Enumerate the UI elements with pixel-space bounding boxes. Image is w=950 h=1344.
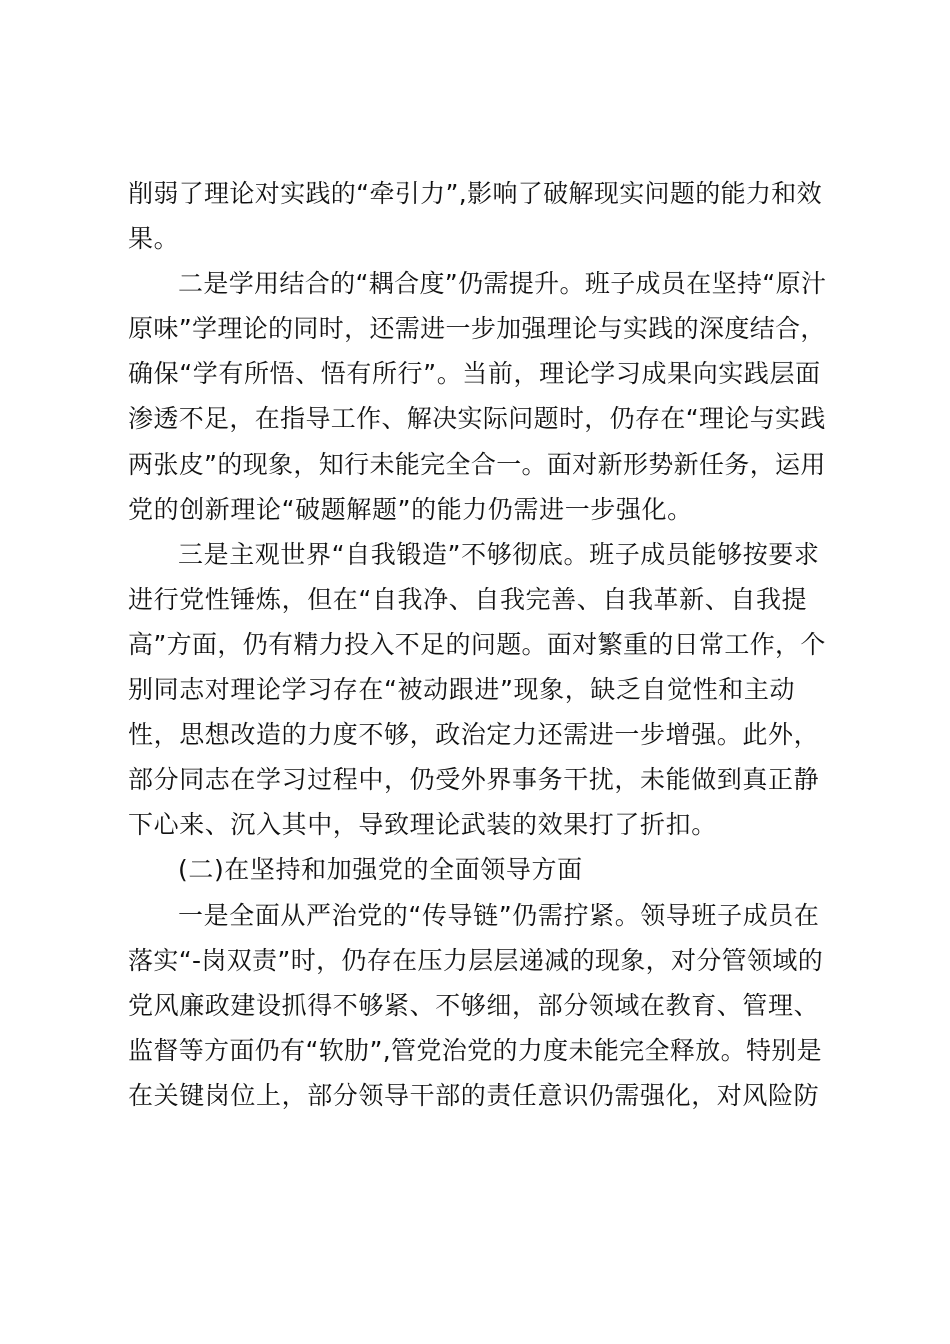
text-line: 渗透不足，在指导工作、解决实际问题时，仍存在“理论与实践 [128,404,826,434]
text-line: 两张皮”的现象，知行未能完全合一。面对新形势新任务，运用 [128,449,826,479]
text-line: 在关键岗位上，部分领导干部的责任意识仍需强化，对风险防 [128,1080,820,1110]
text-line: 高”方面，仍有精力投入不足的问题。面对繁重的日常工作，个 [128,629,826,659]
text-line: 果。 [128,224,180,254]
text-line: 下心来、沉入其中，导致理论武装的效果打了折扣。 [128,810,717,840]
text-line: 落实“-岗双责”时，仍存在压力层层递减的现象，对分管领域的 [128,945,824,975]
text-line: 进行党性锤炼，但在“自我净、自我完善、自我革新、自我提 [128,584,808,614]
paragraph-start-line: 二是学用结合的“耦合度”仍需提升。班子成员在坚持“原汁 [178,269,827,299]
text-line: 性，思想改造的力度不够，政治定力还需进一步增强。此外， [128,720,820,750]
text-line: 党的创新理论“破题解题”的能力仍需进一步强化。 [128,494,693,524]
text-line: 别同志对理论学习存在“被动跟进”现象，缺乏自觉性和主动 [128,675,796,705]
text-line: 确保“学有所悟、悟有所行”。当前，理论学习成果向实践层面 [128,359,821,389]
text-line: 监督等方面仍有“软肋”,管党治党的力度未能完全释放。特别是 [128,1035,823,1065]
section-heading: (二)在坚持和加强党的全面领导方面 [178,855,583,885]
text-line: 党风廉政建设抓得不够紧、不够细，部分领域在教育、管理、 [128,990,820,1020]
text-line: 削弱了理论对实践的“牵引力”,影响了破解现实问题的能力和效 [128,179,823,208]
paragraph-start-line: 一是全面从严治党的“传导链”仍需拧紧。领导班子成员在 [178,900,820,930]
paragraph-start-line: 三是主观世界“自我锻造”不够彻底。班子成员能够按要求 [178,539,820,569]
text-line: 部分同志在学习过程中，仍受外界事务干扰，未能做到真正静 [128,765,820,795]
text-line: 原味”学理论的同时，还需进一步加强理论与实践的深度结合， [128,314,826,344]
document-body [128,171,828,1118]
